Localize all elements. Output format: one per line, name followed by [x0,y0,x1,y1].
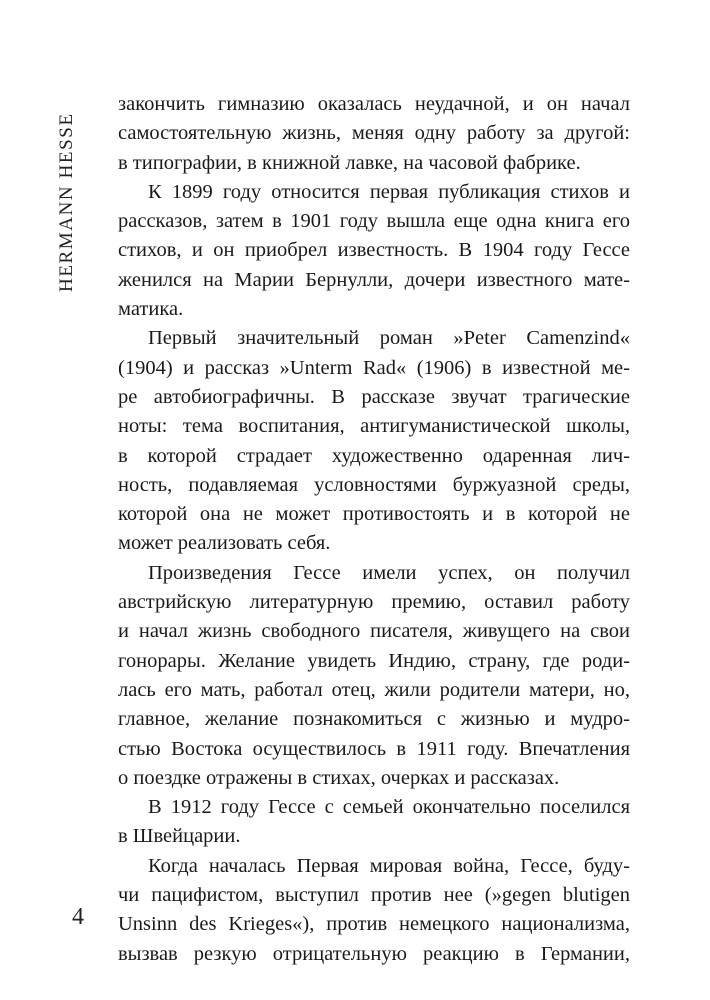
text-line: о поездке отражены в стихах, очерках и рассказах. [118,766,560,789]
text-line: (1904) и рассказ »Unterm Rad« (1906) в известной ме- [118,356,630,379]
running-head-text: HERMANN HESSE [56,112,77,292]
text-line: австрийскую литературную премию, оставил работу [118,591,630,614]
text-line: К 1899 году относится первая публикация стихов и [148,180,630,203]
text-line: ре автобиографичны. В рассказе звучат трагические [118,385,630,408]
text-line: женился на Марии Бернулли, дочери известного мате- [118,268,630,291]
text-line: чи пацифистом, выступил против нее (»gegen blutigen [118,884,630,907]
text-line: Когда началась Первая мировая война, Гессе, буду- [148,854,630,877]
text-line: стихов, и он приобрел известность. В 1904 году Гессе [118,239,630,262]
text-line: ность, подавляемая условностями буржуазной среды, [118,473,630,496]
text-line: вызвав резкую отрицательную реакцию в Германии, [118,942,630,965]
text-line: в Швейцарии. [118,825,241,848]
text-line: закончить гимназию оказалась неудачной, и он начал [118,93,630,115]
text-line: и начал жизнь свободного писателя, живущего на свои [118,620,630,643]
running-head [52,92,92,292]
text-line: рассказов, затем в 1901 году вышла еще одна книга его [118,210,630,233]
text-line: может реализовать себя. [118,532,331,555]
text-line: Первый значительный роман »Peter Camenzind« [148,327,630,350]
text-line: которой она не может противостоять и в которой не [118,503,630,526]
text-line: главное, желание познакомиться с жизнью и мудро- [118,708,630,731]
body-text [118,90,630,969]
text-line: Произведения Гессе имели успех, он получил [148,561,630,584]
text-line: самостоятельную жизнь, меняя одну работу за другой: [118,122,630,145]
text-line: ноты: тема воспитания, антигуманистической школы, [118,415,630,438]
text-line: В 1912 году Гессе с семьей окончательно поселился [148,796,630,819]
text-line: гонорары. Желание увидеть Индию, страну, где роди- [118,649,630,672]
text-line: лась его мать, работал отец, жили родители матери, но, [118,678,630,701]
text-line: стью Востока осуществилось в 1911 году. Впечатления [118,737,630,760]
text-line: в которой страдает художественно одаренная лич- [118,444,630,467]
text-line: Unsinn des Krieges«), против немецкого национализма, [118,913,630,936]
text-line: в типографии, в книжной лавке, на часовой фабрике. [118,151,581,174]
text-line: матика. [118,298,184,321]
page-number: 4 [72,904,84,930]
